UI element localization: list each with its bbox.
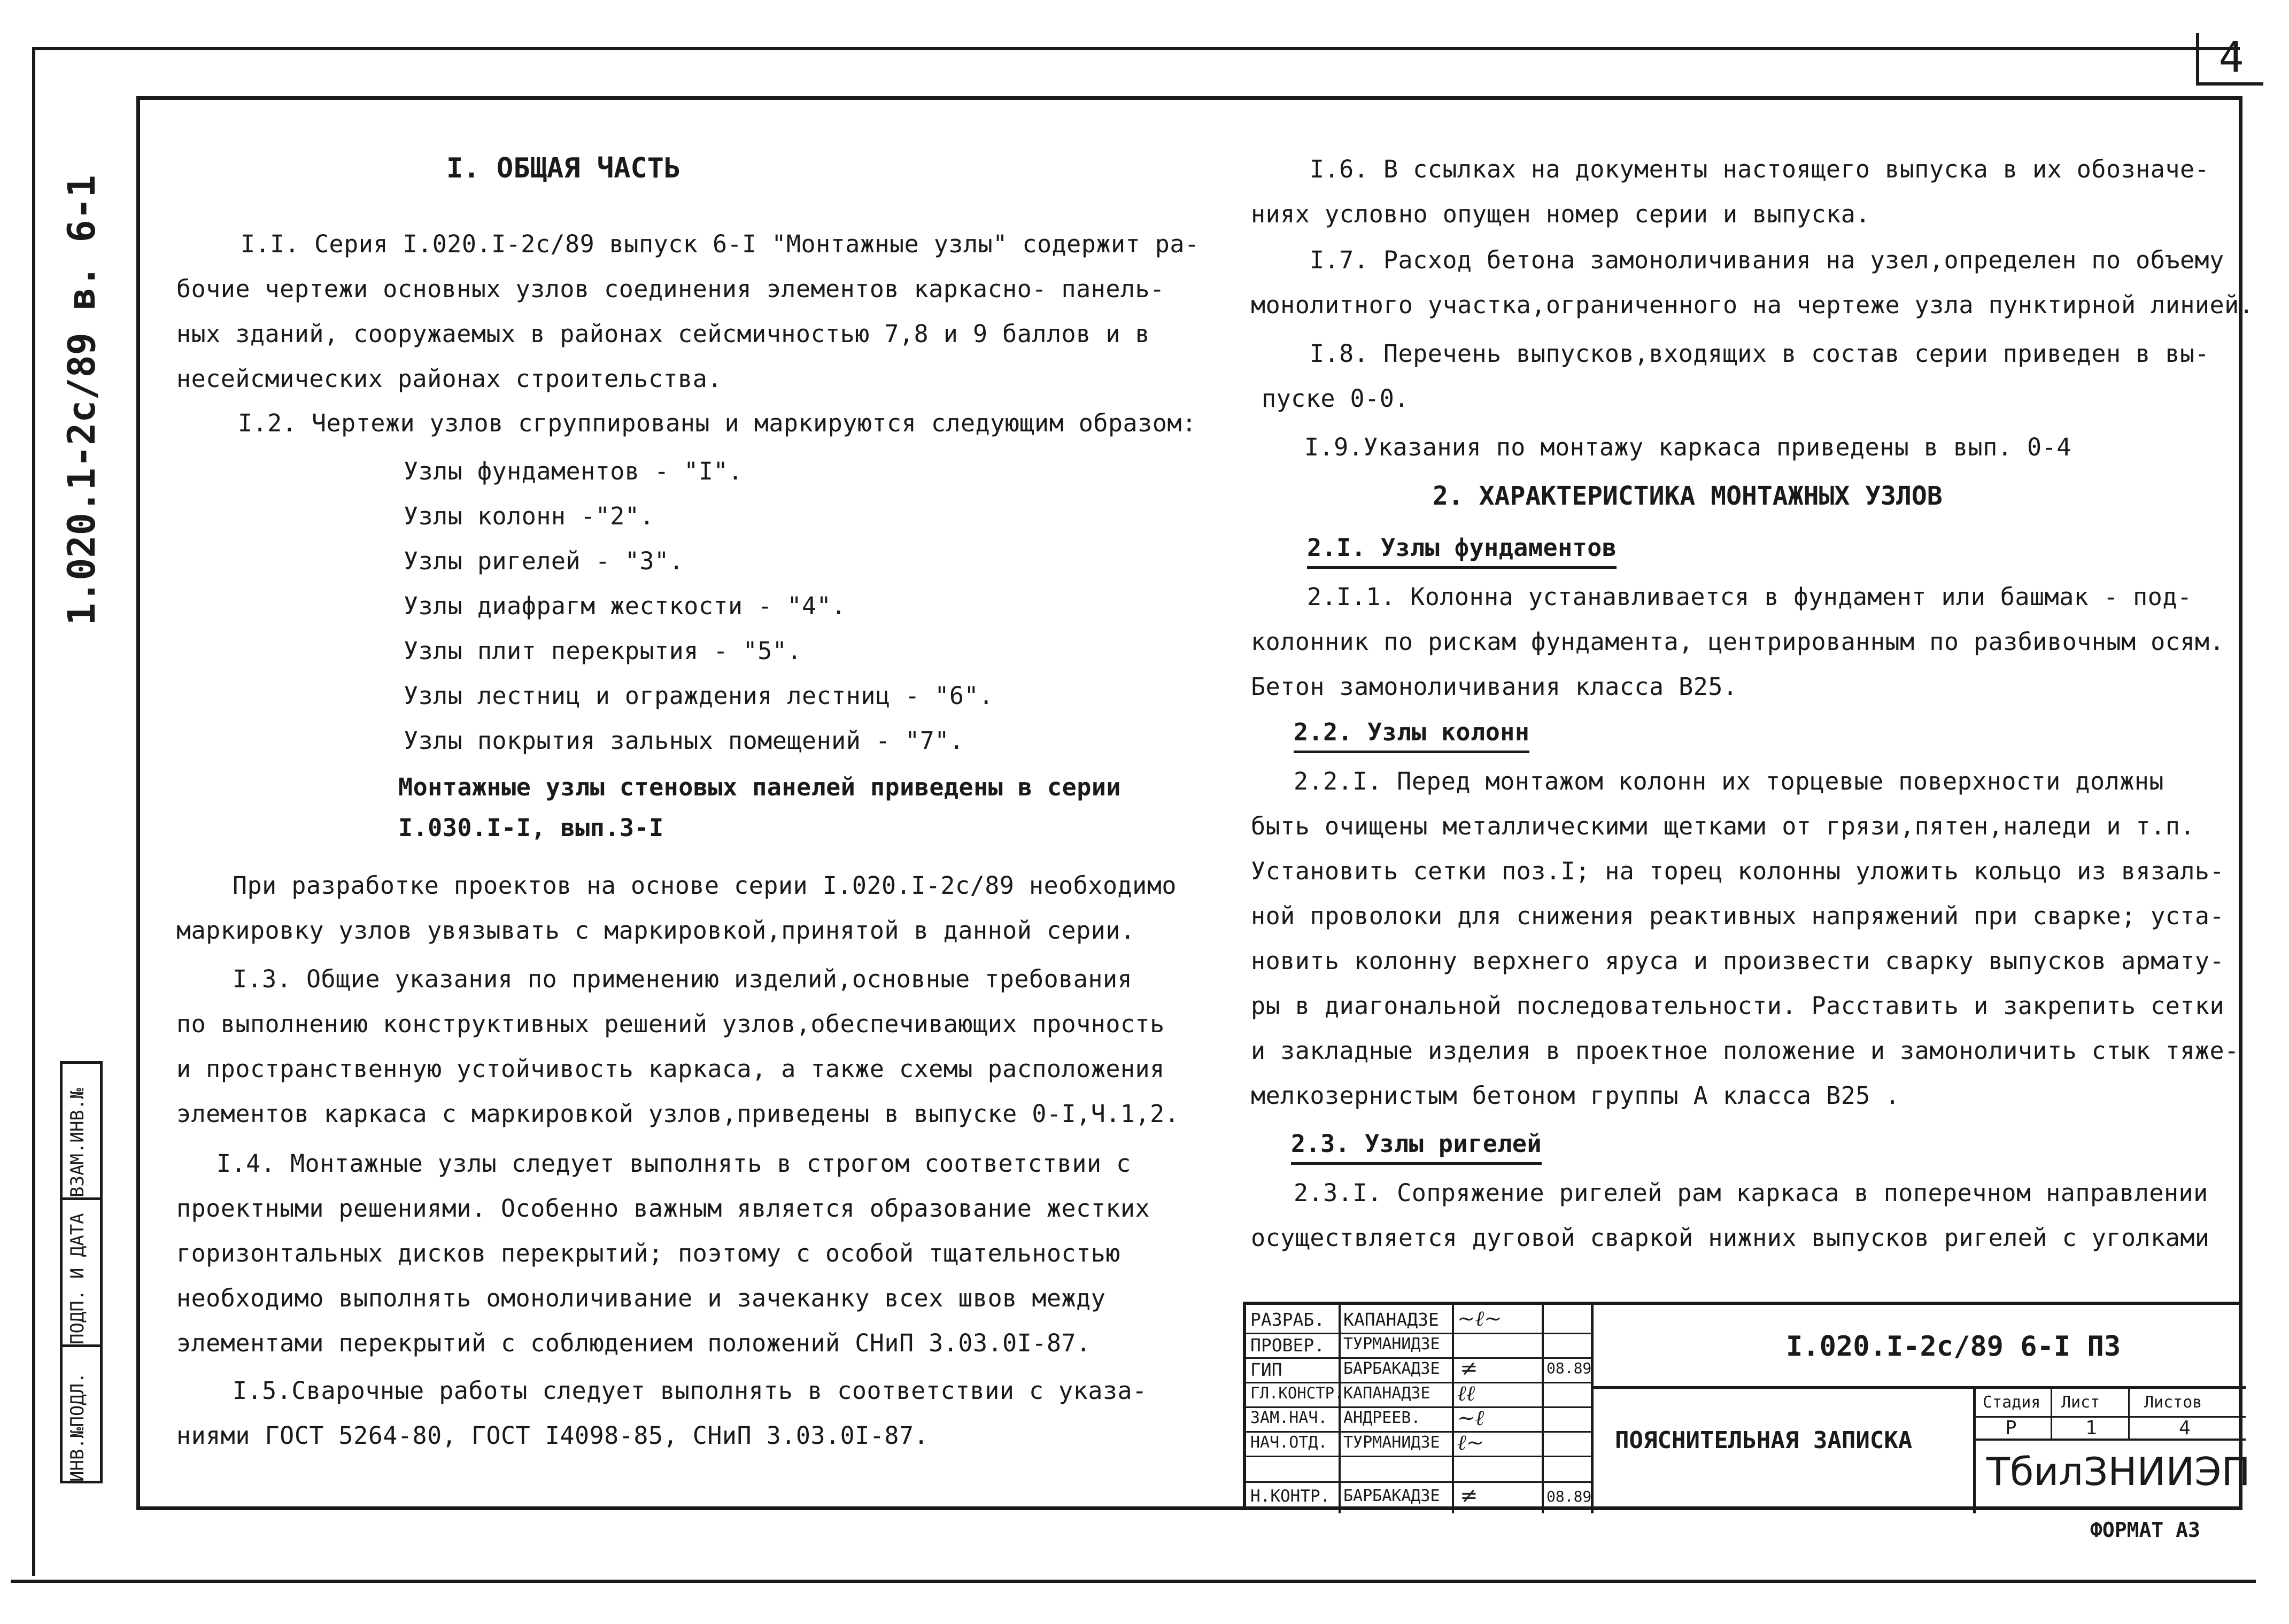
document-name: ПОЯСНИТЕЛЬНАЯ ЗАПИСКА bbox=[1615, 1427, 1913, 1454]
wall-panels-note bbox=[398, 767, 1121, 848]
text-line: монолитного участка,ограниченного на чертеже узла пунктирной линией. bbox=[1251, 291, 2254, 319]
paragraph-development bbox=[176, 863, 1177, 953]
text-line: ной проволоки для снижения реактивных напряжений при сварке; уста- bbox=[1251, 902, 2225, 930]
name-deputy-head: АНДРЕЕВ. bbox=[1343, 1409, 1421, 1427]
role-chief-engineer: ГИП bbox=[1250, 1359, 1282, 1380]
text-line: I.030.I-I, вып.3-I bbox=[398, 814, 664, 842]
sheet-value: 1 bbox=[2085, 1417, 2097, 1439]
paragraph-2-3-1 bbox=[1251, 1171, 2210, 1260]
text-line: пуске 0-0. bbox=[1262, 384, 1409, 413]
stamp-label-vzam: ВЗАМ.ИНВ.№ bbox=[67, 1088, 88, 1197]
text-line: I.5.Сварочные работы следует выполнять в соответствии с указа- bbox=[233, 1376, 1147, 1405]
paragraph-1-4 bbox=[176, 1141, 1150, 1366]
text-line: бочие чертежи основных узлов соединения элементов каркасно- панель- bbox=[176, 275, 1165, 303]
text-line: быть очищены металлическими щетками от грязи,пятен,наледи и т.п. bbox=[1251, 812, 2195, 840]
text-line: I.3. Общие указания по применению изделий,основные требования bbox=[233, 965, 1133, 993]
name-checker: ТУРМАНИДЗЕ bbox=[1343, 1335, 1440, 1354]
name-chief-designer: КАПАНАДЗЕ bbox=[1343, 1384, 1430, 1403]
name-norm-control: БАРБАКАДЗЕ bbox=[1343, 1487, 1440, 1505]
text-line: колонник по рискам фундамента, центрированным по разбивочным осям. bbox=[1251, 628, 2225, 656]
sheet-number: 4 bbox=[2196, 33, 2263, 86]
paragraph-1-6 bbox=[1251, 147, 2209, 237]
role-checker: ПРОВЕР. bbox=[1250, 1335, 1325, 1356]
text-line: I.8. Перечень выпусков,входящих в состав серии приведен в вы- bbox=[1310, 339, 2210, 368]
text-line: ры в диагональной последовательности. Расставить и закрепить сетки bbox=[1251, 992, 2225, 1020]
text-line: Установить сетки поз.I; на торец колонны уложить кольцо из вязаль- bbox=[1251, 857, 2225, 885]
list-item: Узлы покрытия зальных помещений - "7". bbox=[404, 726, 964, 755]
paragraph-1-7 bbox=[1251, 238, 2254, 328]
text-line: и пространственную устойчивость каркаса, а также схемы расположения bbox=[176, 1055, 1165, 1083]
outer-frame-left bbox=[32, 47, 35, 1576]
role-chief-designer: ГЛ.КОНСТР. bbox=[1250, 1384, 1344, 1402]
text-line: 2.2.I. Перед монтажом колонн их торцевые поверхности должны bbox=[1294, 767, 2164, 795]
signature-mark: ≠ bbox=[1460, 1356, 1478, 1381]
role-developer: РАЗРАБ. bbox=[1250, 1309, 1325, 1330]
text-line: элементов каркаса с маркировкой узлов,приведены в выпуске 0-I,Ч.1,2. bbox=[176, 1100, 1180, 1128]
signature-mark: ℓℓ bbox=[1457, 1381, 1475, 1406]
stamp-label-podp: ПОДП. И ДАТА bbox=[67, 1213, 88, 1344]
sheets-label: Листов bbox=[2144, 1393, 2202, 1412]
paragraph-1-9: I.9.Указания по монтажу каркаса приведены в вып. 0-4 bbox=[1304, 433, 2071, 461]
subheading-2-1: 2.I. Узлы фундаментов bbox=[1307, 532, 1617, 569]
list-item: Узлы колонн -"2". bbox=[404, 502, 655, 530]
paragraph-1-5 bbox=[176, 1368, 1147, 1458]
text-line: ниях условно опущен номер серии и выпуска. bbox=[1251, 200, 1870, 228]
text-line: осуществляется дуговой сваркой нижних выпусков ригелей с уголками bbox=[1251, 1224, 2210, 1252]
text-line: I.6. В ссылках на документы настоящего выпуска в их обозначе- bbox=[1310, 155, 2210, 183]
role-deputy-head: ЗАМ.НАЧ. bbox=[1250, 1409, 1328, 1427]
paragraph-2-1-1 bbox=[1251, 575, 2224, 709]
text-line: Бетон замоноличивания класса В25. bbox=[1251, 672, 1738, 701]
text-line: мелкозернистым бетоном группы А класса В25 . bbox=[1251, 1081, 1900, 1110]
text-line: 2.3.I. Сопряжение ригелей рам каркаса в поперечном направлении bbox=[1294, 1179, 2208, 1207]
role-norm-control: Н.КОНТР. bbox=[1250, 1487, 1331, 1506]
text-line: горизонтальных дисков перекрытий; поэтому с особой тщательностью bbox=[176, 1239, 1120, 1267]
title-block bbox=[1243, 1302, 2251, 1510]
text-line: маркировку узлов увязывать с маркировкой,принятой в данной серии. bbox=[176, 916, 1135, 945]
margin-stamp bbox=[60, 1061, 103, 1483]
signature-mark: ~ℓ bbox=[1457, 1406, 1484, 1430]
subheading-2-2: 2.2. Узлы колонн bbox=[1294, 716, 1529, 753]
node-groups-list bbox=[404, 449, 994, 763]
list-item: Узлы диафрагм жесткости - "4". bbox=[404, 592, 846, 620]
signature-mark: ≠ bbox=[1460, 1483, 1478, 1508]
text-line: ных зданий, сооружаемых в районах сейсмичностью 7,8 и 9 баллов и в bbox=[176, 320, 1150, 348]
paragraph-1-8 bbox=[1251, 331, 2209, 421]
name-developer: КАПАНАДЗЕ bbox=[1343, 1309, 1439, 1330]
name-dept-head: ТУРМАНИДЗЕ bbox=[1343, 1433, 1440, 1452]
name-chief-engineer: БАРБАКАДЗЕ bbox=[1343, 1359, 1440, 1378]
side-document-code: 1.020.1-2c/89 в. 6-1 bbox=[60, 175, 104, 625]
text-line: При разработке проектов на основе серии I.020.I-2с/89 необходимо bbox=[233, 871, 1177, 900]
signature-mark: ~ℓ~ bbox=[1457, 1306, 1502, 1331]
list-item: Узлы ригелей - "3". bbox=[404, 547, 684, 575]
outer-frame-bottom bbox=[11, 1580, 2256, 1583]
paragraph-2-2-1 bbox=[1251, 759, 2239, 1118]
paragraph-1-3 bbox=[176, 957, 1179, 1136]
text-line: ниями ГОСТ 5264-80, ГОСТ I4098-85, СНиП 3.03.0I-87. bbox=[176, 1421, 929, 1450]
date-norm-control: 08.89 bbox=[1546, 1488, 1592, 1505]
subheading-2-3: 2.3. Узлы ригелей bbox=[1291, 1128, 1542, 1165]
text-line: I.4. Монтажные узлы следует выполнять в строгом соответствии с bbox=[216, 1149, 1131, 1178]
text-line: и закладные изделия в проектное положение и замоноличить стык тяже- bbox=[1251, 1037, 2239, 1065]
stamp-label-inv: ИНВ.№ПОДЛ. bbox=[67, 1372, 88, 1482]
sheets-value: 4 bbox=[2179, 1417, 2191, 1439]
text-line: элементами перекрытий с соблюдением положений СНиП 3.03.0I-87. bbox=[176, 1329, 1091, 1357]
paragraph-1-2: I.2. Чертежи узлов сгруппированы и маркируются следующим образом: bbox=[238, 409, 1197, 437]
stage-label: Стадия bbox=[1983, 1393, 2041, 1412]
text-line: 2.I.1. Колонна устанавливается в фундамент или башмак - под- bbox=[1307, 583, 2192, 611]
text-line: проектными решениями. Особенно важным является образование жестких bbox=[176, 1194, 1150, 1223]
text-line: I.I. Серия I.020.I-2с/89 выпуск 6-I "Монтажные узлы" содержит ра- bbox=[241, 230, 1200, 258]
text-line: I.7. Расход бетона замоноличивания на узел,определен по объему bbox=[1310, 246, 2224, 274]
text-line: Монтажные узлы стеновых панелей приведены в серии bbox=[398, 773, 1122, 801]
stage-value: Р bbox=[2005, 1417, 2017, 1439]
date-chief-engineer: 08.89 bbox=[1546, 1359, 1592, 1377]
paper-format: ФОРМАТ А3 bbox=[2090, 1518, 2200, 1542]
text-line: по выполнению конструктивных решений узлов,обеспечивающих прочность bbox=[176, 1010, 1165, 1038]
organization-name: ТбилЗНИИЭП bbox=[1986, 1449, 2251, 1494]
text-line: необходимо выполнять омоноличивание и зачеканку всех швов между bbox=[176, 1284, 1106, 1312]
list-item: Узлы фундаментов - "I". bbox=[404, 457, 743, 485]
list-item: Узлы лестниц и ограждения лестниц - "6". bbox=[404, 682, 994, 710]
text-line: несейсмических районах строительства. bbox=[176, 365, 722, 393]
signature-mark: ℓ~ bbox=[1457, 1430, 1484, 1455]
paragraph-1-1 bbox=[176, 222, 1200, 401]
heading-characteristics: 2. ХАРАКТЕРИСТИКА МОНТАЖНЫХ УЗЛОВ bbox=[1433, 481, 1943, 511]
heading-general: I. ОБЩАЯ ЧАСТЬ bbox=[446, 152, 681, 184]
list-item: Узлы плит перекрытия - "5". bbox=[404, 637, 802, 665]
text-line: новить колонну верхнего яруса и произвести сварку выпусков армату- bbox=[1251, 947, 2225, 975]
sheet-label: Лист bbox=[2061, 1393, 2100, 1412]
role-dept-head: НАЧ.ОТД. bbox=[1250, 1433, 1328, 1452]
outer-frame-top bbox=[32, 47, 2240, 50]
document-code: I.020.I-2с/89 6-I ПЗ bbox=[1786, 1331, 2121, 1363]
